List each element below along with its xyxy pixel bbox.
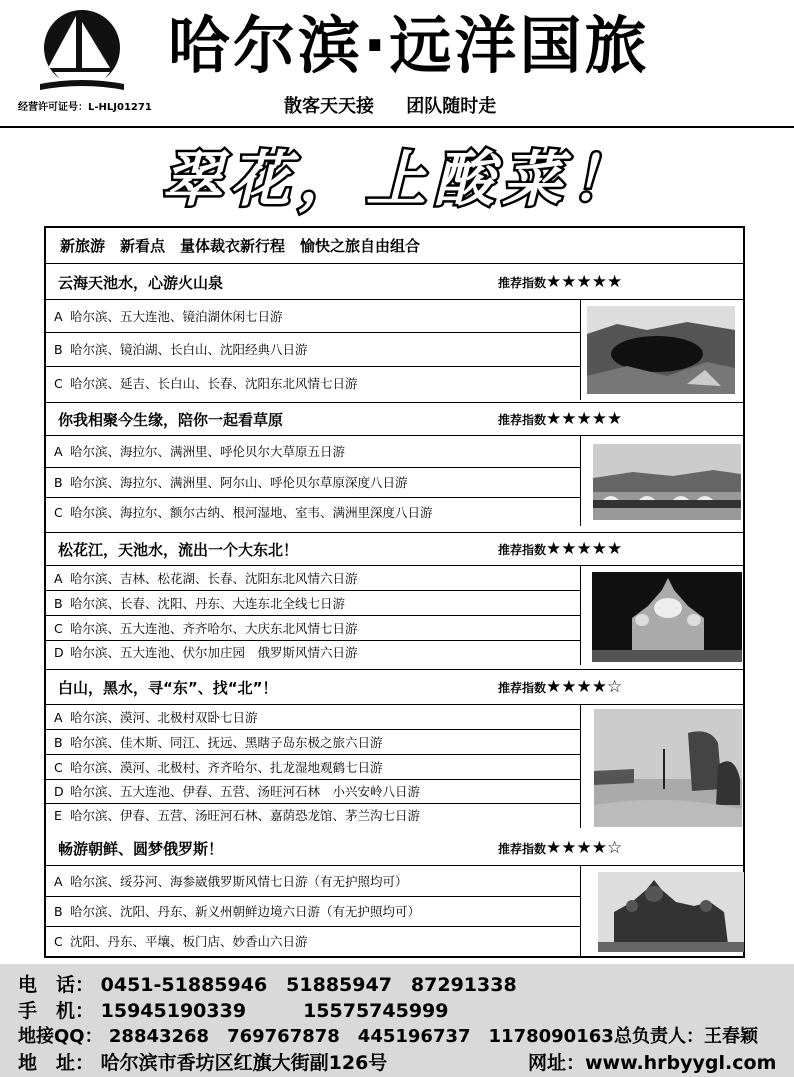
route-text: 哈尔滨、漠河、北极村双卧七日游	[70, 710, 258, 725]
crater-lake-photo	[587, 306, 735, 394]
section-header	[46, 532, 743, 566]
brand-title: 哈尔滨·远洋国旅	[168, 9, 650, 82]
route-letter: C	[54, 376, 63, 391]
rating	[498, 539, 622, 559]
route-letter: A	[54, 444, 63, 459]
rating-label: 推荐指数	[498, 842, 547, 856]
rating-stars: ★★★★★	[546, 409, 623, 429]
route-item[interactable]	[46, 591, 580, 616]
rating-stars: ★★★★★	[546, 272, 623, 292]
headline-banner	[120, 138, 680, 218]
route-item[interactable]	[46, 804, 580, 828]
section-header	[46, 264, 743, 300]
route-letter: C	[54, 621, 63, 636]
website-link[interactable]: 网址：www.hrbyygl.com	[528, 1052, 777, 1074]
headline-text: 翠花，上酸菜！	[162, 145, 638, 215]
route-text: 哈尔滨、海拉尔、满洲里、阿尔山、呼伦贝尔草原深度八日游	[70, 475, 408, 490]
route-letter: B	[54, 904, 63, 919]
license-number: 经营许可证号：L-HLJ01271	[18, 102, 152, 113]
route-item[interactable]	[46, 300, 580, 333]
route-letter: C	[54, 934, 63, 949]
route-text: 哈尔滨、漠河、北极村、齐齐哈尔、扎龙湿地观鹤七日游	[70, 760, 383, 775]
section-tianchi	[46, 264, 743, 402]
route-letter: A	[54, 710, 63, 725]
rating-label: 推荐指数	[498, 276, 547, 290]
route-text: 哈尔滨、吉林、松花湖、长春、沈阳东北风情六日游	[70, 571, 358, 586]
route-text: 哈尔滨、延吉、长白山、长春、沈阳东北风情七日游	[70, 376, 358, 391]
manager: 总负责人：王春颖	[614, 1026, 758, 1047]
route-letter: D	[54, 784, 64, 799]
route-letter: E	[54, 808, 62, 823]
section-northeast	[46, 532, 743, 665]
section-header	[46, 402, 743, 436]
route-text: 哈尔滨、五大连池、伊春、五营、汤旺河石林 小兴安岭八日游	[70, 784, 421, 799]
section-header	[46, 669, 743, 705]
route-text: 哈尔滨、镜泊湖、长白山、沈阳经典八日游	[70, 342, 308, 357]
route-text: 哈尔滨、绥芬河、海参崴俄罗斯风情七日游（有无护照均可）	[70, 874, 408, 889]
route-letter: C	[54, 760, 63, 775]
address-label: 地 址：	[18, 1052, 95, 1074]
phone-numbers: 0451-51885946 51885947 87291338	[100, 974, 517, 996]
qq-numbers: 28843268 769767878 445196737 1178090163	[108, 1026, 614, 1047]
route-text: 哈尔滨、五大连池、伏尔加庄园 俄罗斯风情六日游	[70, 645, 358, 660]
rating-stars: ★★★★☆	[546, 677, 623, 697]
contact-footer	[0, 964, 794, 1077]
route-text: 哈尔滨、海拉尔、满洲里、呼伦贝尔大草原五日游	[70, 444, 346, 459]
route-item[interactable]	[46, 927, 580, 956]
route-text: 哈尔滨、沈阳、丹东、新义州朝鲜边境六日游（有无护照均可）	[70, 904, 421, 919]
rating	[498, 272, 622, 292]
night-church-photo	[592, 572, 742, 662]
intro-line: 新旅游 新看点 量体裁衣新行程 愉快之旅自由组合	[46, 228, 743, 264]
mobile-row	[18, 996, 449, 1023]
slogan-group: 团队随时走	[406, 96, 497, 117]
section-korea-russia	[46, 828, 743, 956]
route-letter: A	[54, 309, 63, 324]
route-letter: B	[54, 735, 63, 750]
route-item[interactable]	[46, 780, 580, 804]
itinerary-table	[44, 226, 745, 958]
route-text: 哈尔滨、长春、沈阳、丹东、大连东北全线七日游	[70, 596, 346, 611]
divider	[580, 705, 581, 828]
divider	[580, 300, 581, 400]
route-letter: D	[54, 645, 64, 660]
route-item[interactable]	[46, 705, 580, 730]
route-letter: B	[54, 596, 63, 611]
route-text: 哈尔滨、伊春、五营、汤旺河石林、嘉荫恐龙馆、茅兰沟七日游	[70, 808, 421, 823]
rating-stars: ★★★★☆	[546, 838, 623, 858]
section-north-pole	[46, 669, 743, 828]
route-letter: B	[54, 475, 63, 490]
rating-label: 推荐指数	[498, 413, 547, 427]
slogan-individual: 散客天天接	[284, 96, 374, 117]
divider	[580, 566, 581, 665]
route-item[interactable]	[46, 333, 580, 367]
qq-row	[18, 1022, 614, 1048]
rating	[498, 409, 622, 429]
section-title: 白山，黑水，寻“东”、找“北”！	[58, 679, 278, 697]
russian-church-photo	[598, 872, 744, 952]
route-item[interactable]	[46, 498, 580, 528]
route-item[interactable]	[46, 436, 580, 468]
divider	[580, 436, 581, 526]
route-text: 沈阳、丹东、平壤、板门店、妙香山六日游	[70, 934, 308, 949]
route-letter: A	[54, 874, 63, 889]
header	[0, 0, 794, 128]
route-item[interactable]	[46, 367, 580, 400]
section-title: 云海天池水，心游火山泉	[58, 274, 224, 292]
route-item[interactable]	[46, 641, 580, 665]
route-text: 哈尔滨、佳木斯、同江、抚远、黑瞎子岛东极之旅六日游	[70, 735, 383, 750]
route-item[interactable]	[46, 468, 580, 498]
phone-label: 电 话：	[18, 974, 95, 996]
north-pole-monument-photo	[594, 709, 742, 827]
mobile-numbers: 15945190339 15575745999	[100, 1000, 449, 1022]
divider	[580, 866, 581, 956]
rating-label: 推荐指数	[498, 681, 547, 695]
slogan	[284, 92, 522, 118]
route-item[interactable]	[46, 730, 580, 755]
section-title: 松花江，天池水，流出一个大东北！	[58, 541, 299, 559]
section-header	[46, 828, 743, 866]
section-title: 畅游朝鲜、圆梦俄罗斯！	[58, 840, 224, 858]
qq-label: 地接QQ：	[18, 1026, 103, 1047]
section-title: 你我相聚今生缘，陪你一起看草原	[58, 411, 284, 429]
route-text: 哈尔滨、五大连池、齐齐哈尔、大庆东北风情七日游	[70, 621, 358, 636]
route-item[interactable]	[46, 897, 580, 927]
rating-label: 推荐指数	[498, 543, 547, 557]
address: 哈尔滨市香坊区红旗大街副126号	[100, 1052, 388, 1074]
rating-stars: ★★★★★	[546, 539, 623, 559]
route-letter: A	[54, 571, 63, 586]
rating	[498, 838, 622, 858]
route-letter: C	[54, 505, 63, 520]
address-row	[18, 1048, 387, 1075]
route-item[interactable]	[46, 616, 580, 641]
rating	[498, 677, 622, 697]
route-item[interactable]	[46, 866, 580, 897]
route-letter: B	[54, 342, 63, 357]
sailboat-logo-icon	[36, 8, 128, 92]
route-text: 哈尔滨、五大连池、镜泊湖休闲七日游	[70, 309, 283, 324]
section-grassland	[46, 402, 743, 526]
route-item[interactable]	[46, 566, 580, 591]
yurt-grassland-photo	[593, 444, 741, 520]
phone-row	[18, 970, 517, 997]
route-text: 哈尔滨、海拉尔、额尔古纳、根河湿地、室韦、满洲里深度八日游	[70, 505, 433, 520]
route-item[interactable]	[46, 755, 580, 780]
mobile-label: 手 机：	[18, 1000, 95, 1022]
